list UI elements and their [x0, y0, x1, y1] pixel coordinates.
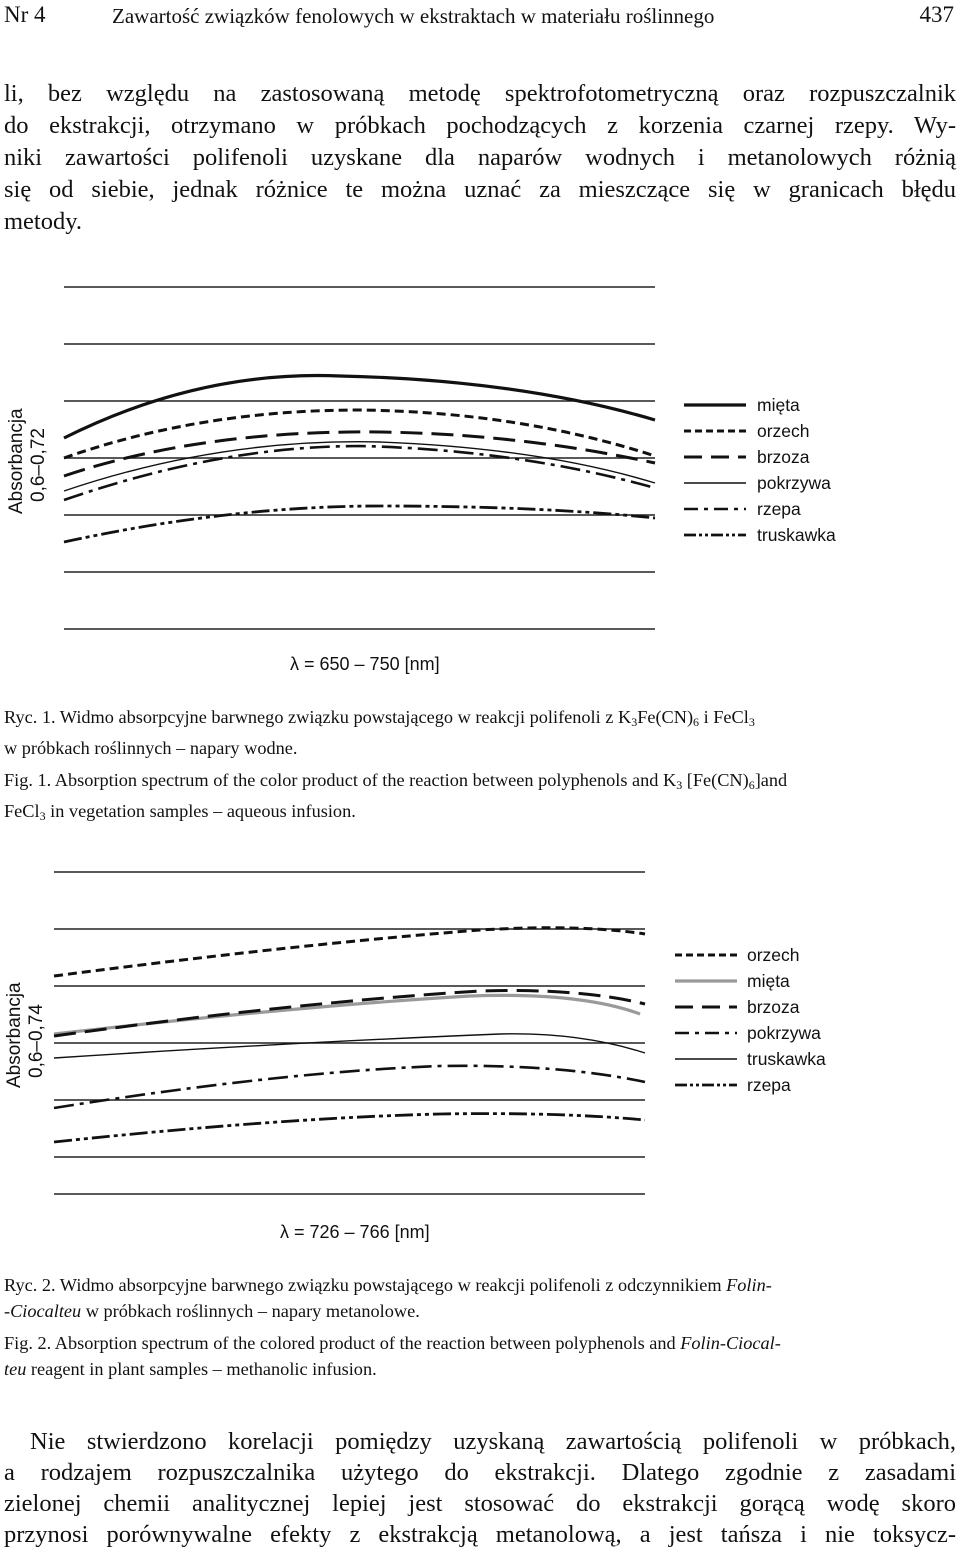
legend-label: brzoza	[747, 997, 800, 1017]
ylabel-line2: 0,6–0,72	[28, 428, 49, 502]
figure-1-gridlines	[64, 287, 655, 629]
legend-label: mięta	[747, 971, 790, 991]
page-number: 437	[919, 2, 954, 27]
caption-en: Fig. 2. Absorption spectrum of the colored product of the reaction between polyphenols and Folin-Ciocal- teu reagent in plant samples – methanolic infusion.	[4, 1333, 781, 1379]
intro-paragraph	[4, 78, 956, 238]
figure-2-gridlines	[54, 872, 645, 1194]
legend-label: truskawka	[747, 1049, 826, 1069]
figure-2-curves	[54, 928, 645, 1142]
legend-label: rzepa	[757, 499, 801, 519]
closing-line: zielonej chemii analitycznej lepiej jest stosować do ekstrakcji gorącą wodę skoro	[4, 1490, 956, 1517]
intro-line: niki zawartości polifenoli uzyskane dla naparów wodnych i metanolowych różnią	[4, 144, 956, 171]
caption-en: Fig. 1. Absorption spectrum of the color product of the reaction between polyphenols and $K_3$ $[Fe(CN)_6]and$ FeCl$_3$ in vegetation samples – aqueous infusion.	[4, 770, 788, 823]
ylabel-line2: 0,6–0,74	[26, 1004, 47, 1078]
figure-1	[0, 270, 960, 690]
legend-label: rzepa	[747, 1075, 791, 1095]
curve-mieta	[64, 376, 655, 438]
figure-1-plot	[0, 270, 960, 690]
curve-rzepa	[64, 446, 655, 500]
closing-paragraph	[4, 1426, 956, 1550]
curve-brzoza	[64, 432, 655, 476]
closing-line: przynosi porównywalne efekty z ekstrakcją metanolową, a jest tańsza i nie toksycz-	[4, 1521, 956, 1548]
page-header	[0, 0, 960, 34]
figure-2-ylabel	[4, 982, 47, 1088]
caption-pl: Ryc. 2. Widmo absorpcyjne barwnego związku powstającego w reakcji polifenoli z odczynnikiem Folin- -Ciocalteu w próbkach roślinnych – napary metanolowe.	[4, 1275, 772, 1321]
intro-line: li, bez względu na zastosowaną metodę spektrofotometryczną oraz rozpuszczalnik	[4, 80, 956, 107]
closing-line: a rodzajem rozpuszczalnika użytego do ekstrakcji. Dlatego zgodnie z zasadami	[4, 1459, 956, 1486]
curve-truskawka	[54, 1034, 645, 1058]
figure-1-caption	[4, 704, 956, 835]
figure-2-legend	[675, 945, 826, 1095]
caption-pl: Ryc. 1. Widmo absorpcyjne barwnego związku powstającego w reakcji polifenoli z $K_3Fe(CN)_6$ i FeCl$_3$ w próbkach roślinnych – napary wodne.	[4, 707, 755, 758]
legend-label: truskawka	[757, 525, 836, 545]
legend-label: pokrzywa	[757, 473, 831, 493]
figure-1-legend	[684, 395, 836, 545]
running-title: Zawartość związków fenolowych w ekstraktach w materiału roślinnego	[112, 4, 715, 28]
curve-truskawka	[64, 506, 655, 542]
curve-orzech	[54, 928, 645, 976]
figure-2-caption	[4, 1272, 956, 1388]
curve-rzepa	[54, 1114, 645, 1142]
figure-1-xlabel: λ = 650 – 750 [nm]	[290, 654, 440, 674]
legend-label: brzoza	[757, 447, 810, 467]
legend-label: orzech	[757, 421, 810, 441]
ylabel-line1: Absorbancja	[4, 982, 25, 1088]
legend-label: mięta	[757, 395, 800, 415]
figure-1-ylabel	[6, 408, 49, 514]
intro-line: metody.	[4, 208, 83, 235]
legend-label: pokrzywa	[747, 1023, 821, 1043]
curve-orzech	[64, 410, 655, 458]
figure-2-xlabel: λ = 726 – 766 [nm]	[280, 1222, 430, 1242]
ylabel-line1: Absorbancja	[6, 408, 27, 514]
intro-line: do ekstrakcji, otrzymano w próbkach pochodzących z korzenia czarnej rzepy. Wy-	[4, 112, 956, 139]
intro-line: się od siebie, jednak różnice te można uznać za mieszczące się w granicach błędu	[4, 176, 956, 203]
curve-pokrzywa	[54, 1066, 645, 1108]
figure-2	[0, 856, 960, 1256]
legend-label: orzech	[747, 945, 800, 965]
closing-line: Nie stwierdzono korelacji pomiędzy uzyskaną zawartością polifenoli w próbkach,	[30, 1428, 956, 1455]
figure-2-plot	[0, 856, 960, 1256]
issue-number: Nr 4	[4, 2, 46, 27]
